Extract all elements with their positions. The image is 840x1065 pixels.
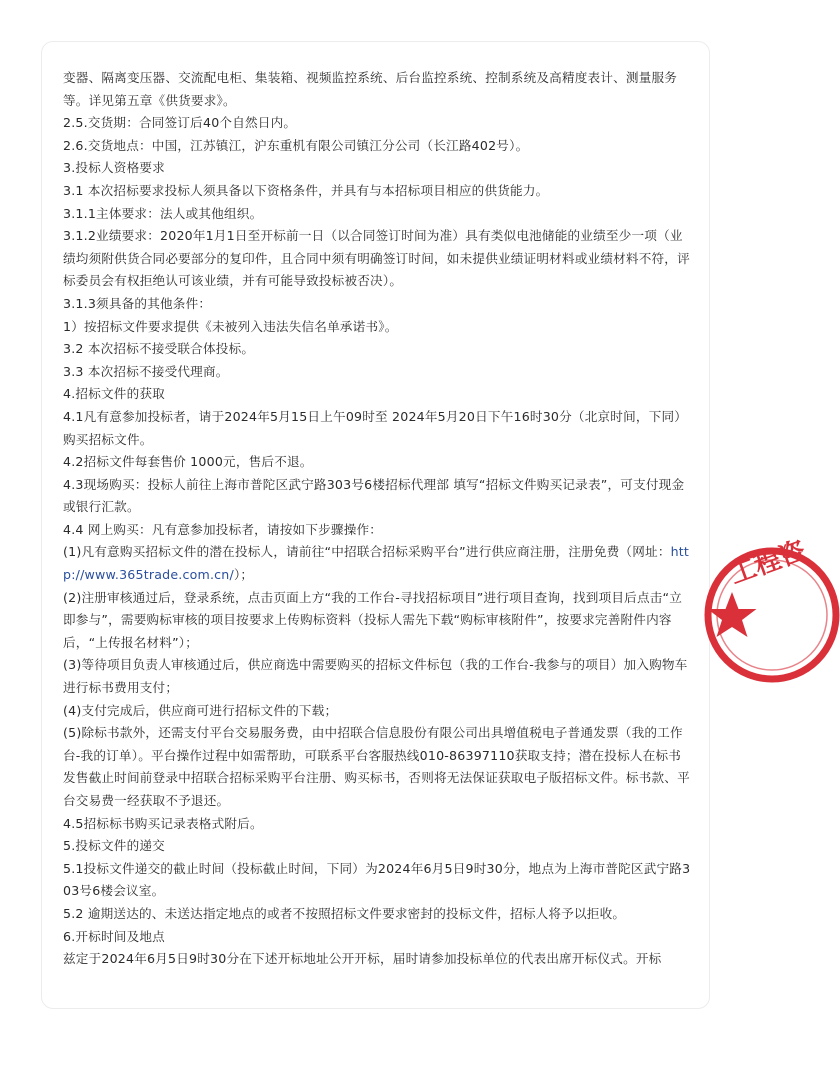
heading-qualification: 3.投标人资格要求 (63, 160, 165, 176)
step1-text-before: (1)凡有意购买招标文件的潜在投标人，请前往“中招联合招标采购平台”进行供应商注册，注册免费（网址： (63, 544, 671, 560)
paragraph-3-1-3: 3.1.3须具备的其他条件： (63, 295, 212, 311)
paragraph-4-5: 4.5招标标书购买记录表格式附后。 (63, 815, 263, 831)
paragraph-scope: 变器、隔离变压器、交流配电柜、集装箱、视频监控系统、后台监控系统、控制系统及高精度表计、测量服务等。详见第五章《供货要求》。 (63, 70, 678, 108)
heading-tender-docs: 4.招标文件的获取 (63, 386, 165, 402)
paragraph-step-2: (2)注册审核通过后，登录系统，点击页面上方“我的工作台-寻找招标项目”进行项目查询，找到项目后点击“立即参与”，需要购标审核的项目按要求上传购标资料（投标人需先下载“购标审核附件”，按要求完善附件内容后，“上传报名材料”）； (63, 589, 683, 650)
paragraph-opening: 兹定于2024年6月5日9时30分在下述开标地址公开开标，届时请参加投标单位的代表出席开标仪式。开标 (63, 951, 662, 967)
platform-link[interactable]: http://www.365trade.com.cn/ (63, 544, 690, 583)
paragraph-delivery-period: 2.5.交货期：合同签订后40个自然日内。 (63, 115, 297, 131)
paragraph-step-5: (5)除标书款外，还需支付平台交易服务费，由中招联合信息股份有限公司出具增值税电子普通发票（我的工作台-我的订单）。平台操作过程中如需帮助，可联系平台客服热线010-86397110获取支持；潜在投标人在标书发售截止时间前登录中招联合招标采购平台注册、购买标书，否则将无法保证获取电子版招标文件。标书款、平台交易费一经获取不予退还。 (63, 725, 690, 808)
paragraph-4-2: 4.2招标文件每套售价 1000元，售后不退。 (63, 454, 313, 470)
company-seal (700, 535, 840, 690)
paragraph-5-1: 5.1投标文件递交的截止时间（投标截止时间，下同）为2024年6月5日9时30分，地点为上海市普陀区武宁路303号6楼会议室。 (63, 860, 691, 899)
paragraph-3-1-2: 3.1.2业绩要求：2020年1月1日至开标前一日（以合同签订时间为准）具有类似电池储能的业绩至少一项（业绩均须附供货合同必要部分的复印件，且合同中须有明确签订时间，如未提供业绩证明材料或业绩材料不符，评标委员会有权拒绝认可该业绩，并有可能导致投标被否决）。 (63, 228, 690, 289)
seal-inner-ring (717, 560, 827, 670)
seal-ring (708, 551, 836, 679)
paragraph-3-2: 3.2 本次招标不接受联合体投标。 (63, 341, 255, 357)
step1-text-after: ）； (233, 567, 254, 583)
heading-submission: 5.投标文件的递交 (63, 838, 165, 854)
paragraph-4-3: 4.3现场购买：投标人前往上海市普陀区武宁路303号6楼招标代理部 填写“招标文件购买记录表”，可支付现金或银行汇款。 (63, 476, 685, 515)
seal-text: 工程咨 (726, 535, 810, 591)
paragraph-5-2: 5.2 逾期送达的、未送达指定地点的或者不按照招标文件要求密封的投标文件，招标人将予以拒收。 (63, 905, 626, 921)
paragraph-4-4: 4.4 网上购买：凡有意参加投标者，请按如下步骤操作： (63, 521, 383, 537)
paragraph-step-3: (3)等待项目负责人审核通过后，供应商选中需要购买的招标文件标包（我的工作台-我参与的项目）加入购物车进行标书费用支付； (63, 657, 688, 696)
paragraph-3-3: 3.3 本次招标不接受代理商。 (63, 363, 229, 379)
paragraph-step-4: (4)支付完成后，供应商可进行招标文件的下载； (63, 702, 338, 718)
document-body (63, 67, 693, 971)
paragraph-delivery-location: 2.6.交货地点：中国，江苏镇江，沪东重机有限公司镇江分公司（长江路402号）。 (63, 137, 529, 153)
paragraph-3-1-3-item: 1）按招标文件要求提供《未被列入违法失信名单承诺书》。 (63, 318, 398, 334)
paragraph-3-1: 3.1 本次招标要求投标人须具备以下资格条件，并具有与本招标项目相应的供货能力。 (63, 182, 549, 198)
heading-opening: 6.开标时间及地点 (63, 928, 165, 944)
seal-star-icon (708, 592, 757, 637)
paragraph-3-1-1: 3.1.1主体要求：法人或其他组织。 (63, 205, 263, 221)
paragraph-step-1 (63, 541, 693, 586)
paragraph-4-1: 4.1凡有意参加投标者，请于2024年5月15日上午09时至 2024年5月20日下午16时30分（北京时间，下同）购买招标文件。 (63, 408, 688, 447)
document-card (41, 41, 710, 1009)
